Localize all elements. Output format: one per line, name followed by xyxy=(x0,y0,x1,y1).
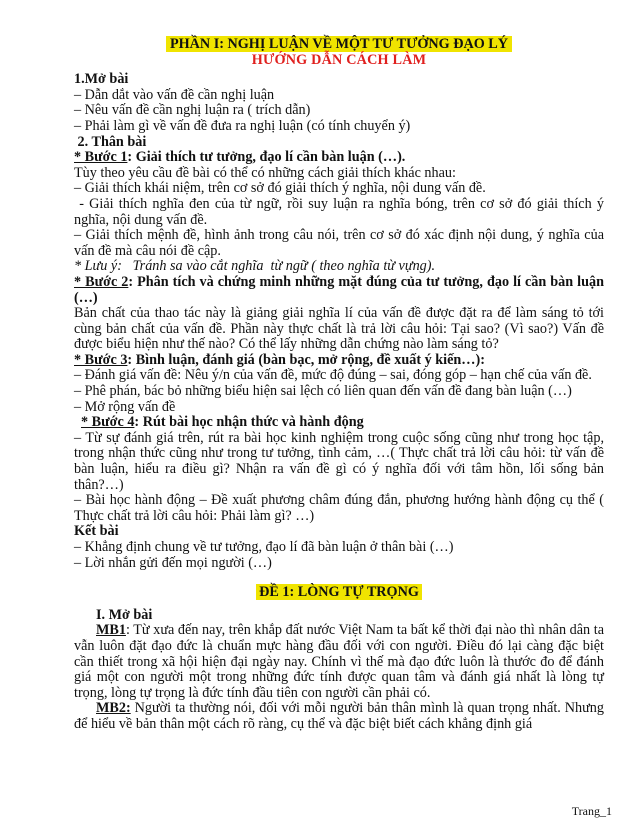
buoc3-label: * Bước 3 xyxy=(74,351,128,368)
buoc3-line: – Phê phán, bác bỏ những biểu hiện sai lệch có liên quan đến vấn đề đang bàn luận (…) xyxy=(74,383,572,400)
guide-title: HƯỚNG DẪN CÁCH LÀM xyxy=(251,51,427,68)
buoc1-label: * Bước 1 xyxy=(74,149,128,166)
document-page xyxy=(74,36,608,733)
buoc3-line: – Mở rộng vấn đề xyxy=(74,398,176,415)
than-bai-heading: 2. Thân bài xyxy=(74,133,147,150)
buoc2-title: : Phân tích và chứng minh những mặt đúng của tư tưởng, đạo lí cần bàn luận (…) xyxy=(74,273,604,306)
mo-bai-item: – Nêu vấn đề cần nghị luận ra ( trích dẫn) xyxy=(74,102,311,119)
buoc1-line: - Giải thích nghĩa đen của từ ngữ, rồi suy luận ra nghĩa bóng, trên cơ sở đó giải thích ý nghĩa, nội dung vấn đề. xyxy=(74,195,608,228)
buoc1-line: – Giải thích mệnh đề, hình ảnh trong câu nói, trên cơ sở đó xác định nội dung, ý nghĩa của vấn đề mà câu nói đề cập. xyxy=(74,227,604,259)
mb1-text: : Từ xưa đến nay, trên khắp đất nước Việt Nam ta bất kể thời đại nào thì nhân dân ta vẫn luôn đặt đạo đức là chuẩn mực hàng đầu đối với con người. Điều đó lại càng đặc biệt cần thiết trong xã hội hiện đại ngày nay. Chính vì thế mà đạo đức luôn là thước đo để đánh giá một con người một trong những đức tính được quan tâm và đánh giá nhất là lòng tự trọng, lòng tự trọng là đức tính đầu tiên con người cần phải có. xyxy=(74,622,604,701)
mb2-label: MB2: xyxy=(96,700,131,717)
buoc4-line: – Bài học hành động – Đề xuất phương châm đúng đắn, phương hướng hành động cụ thể ( Thực chất trả lời câu hỏi: Phải làm gì? …) xyxy=(74,492,604,524)
page-number: Trang_1 xyxy=(571,804,612,818)
mo-bai-item: – Phải làm gì về vấn đề đưa ra nghị luận (có tính chuyển ý) xyxy=(74,117,411,134)
mo-bai-section xyxy=(74,72,604,134)
mo-bai-item: – Dẫn dắt vào vấn đề cần nghị luận xyxy=(74,86,275,103)
buoc4-heading xyxy=(74,415,604,431)
ket-bai-heading: Kết bài xyxy=(74,523,119,540)
mb1-paragraph xyxy=(74,623,604,701)
buoc3-line: – Đánh giá vấn đề: Nêu ý/n của vấn đề, mức độ đúng – sai, đóng góp – hạn chế của vấn đề. xyxy=(74,367,592,384)
de1-mo-bai-heading: I. Mở bài xyxy=(96,606,153,623)
buoc3-title: : Bình luận, đánh giá (bàn bạc, mở rộng, đề xuất ý kiến…): xyxy=(127,351,485,368)
buoc4-label: * Bước 4 xyxy=(81,414,135,431)
de1-section xyxy=(74,585,604,732)
buoc4-title: : Rút bài học nhận thức và hành động xyxy=(134,414,364,431)
ket-bai-item: – Khẳng định chung về tư tưởng, đạo lí đã bàn luận ở thân bài (…) xyxy=(74,539,454,555)
mb2-paragraph xyxy=(74,701,604,732)
buoc1-line: – Giải thích khái niệm, trên cơ sở đó giải thích ý nghĩa, nội dung vấn đề. xyxy=(74,180,486,197)
mo-bai-heading: 1.Mở bài xyxy=(74,71,129,88)
buoc2-heading xyxy=(74,275,604,306)
buoc4-line: – Từ sự đánh giá trên, rút ra bài học kinh nghiệm trong cuộc sống cũng như trong học tập, trong nhận thức cũng như trong tư tưởng, tình cảm, …( Thực chất trả lời câu hỏi: từ vấn đề bàn luận, hiểu ra điều gì? Nhận ra vấn đề gì có ý nghĩa đối với tâm hồn, lối sống bản thân?…) xyxy=(74,429,604,493)
buoc1-note: * Lưu ý: Tránh sa vào cắt nghĩa từ ngữ ( theo nghĩa từ vựng). xyxy=(74,258,436,275)
ket-bai-section xyxy=(74,524,604,571)
part-title xyxy=(74,37,604,53)
part-title-text: PHẦN I: NGHỊ LUẬN VỀ MỘT TƯ TƯỞNG ĐẠO LÝ xyxy=(166,36,512,52)
ket-bai-item: – Lời nhắn gửi đến mọi người (…) xyxy=(74,554,272,571)
buoc3-heading xyxy=(74,353,604,369)
de1-title xyxy=(74,585,604,601)
buoc2-line: Bản chất của thao tác này là giảng giải nghĩa lí của vấn đề được đặt ra để làm sáng tỏ tới cùng bản chất của vấn đề. Phần này thực chất là trả lời câu hỏi: Tại sao? (Vì sao?) Vấn đề được biểu hiện như thế nào? Có thể lấy những dẫn chứng nào làm sáng tỏ? xyxy=(74,305,604,353)
mb2-text: Người ta thường nói, đối với mỗi người bản thân mình là quan trọng nhất. Nhưng để hiểu về bản thân một cách rõ ràng, cụ thể và đặc biệt biết cách khẳng định giá xyxy=(74,700,604,732)
buoc1-line: Tùy theo yêu cầu đề bài có thể có những cách giải thích khác nhau: xyxy=(74,164,456,181)
than-bai-section xyxy=(74,133,608,525)
buoc1-heading xyxy=(74,150,604,166)
mb1-label: MB1 xyxy=(96,622,126,639)
buoc1-title: : Giải thích tư tưởng, đạo lí cần bàn luận (…). xyxy=(127,149,406,166)
de1-title-text: ĐỀ 1: LÒNG TỰ TRỌNG xyxy=(256,584,422,600)
buoc2-label: * Bước 2 xyxy=(74,273,129,290)
